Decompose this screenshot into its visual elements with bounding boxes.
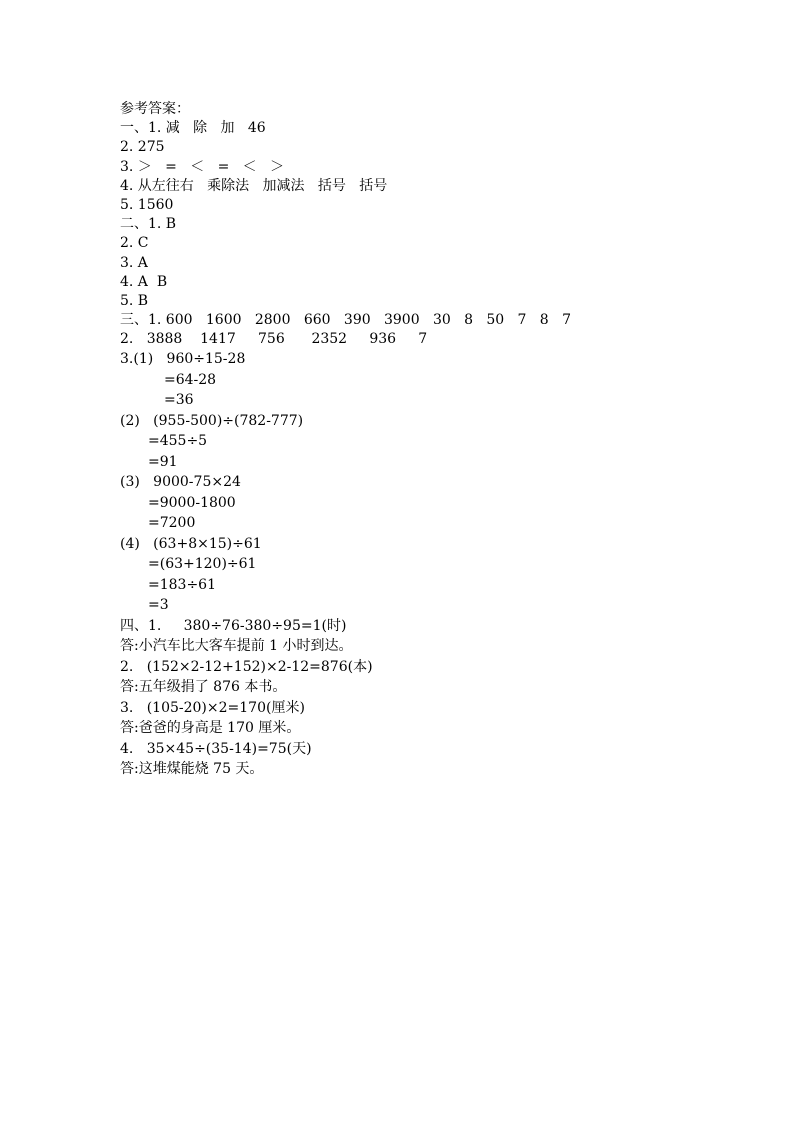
answer-key — [120, 100, 740, 780]
calc-step: =36 — [164, 392, 194, 409]
answer-line: 2. (152×2-12+152)×2-12=876(本) — [120, 658, 373, 675]
answer-line: 三、1. 600 1600 2800 660 390 3900 30 8 50 7 8 7 — [120, 312, 571, 329]
calc-step: =455÷5 — [148, 433, 208, 450]
calc-step: =64-28 — [164, 371, 217, 388]
calc-line: (2) (955-500)÷(782-777) — [120, 412, 304, 429]
answer-line: 答:五年级捐了 876 本书。 — [120, 679, 287, 696]
answer-line: 二、1. B — [120, 216, 177, 233]
answer-line: 4. 35×45÷(35-14)=75(天) — [120, 740, 312, 757]
answer-line: 3. A — [120, 254, 148, 271]
answer-line: 2. 3888 1417 756 2352 936 7 — [120, 331, 428, 348]
answer-line: 5. B — [120, 292, 149, 309]
answer-heading: 参考答案： — [120, 101, 190, 117]
answer-line: 答:这堆煤能烧 75 天。 — [120, 761, 264, 778]
calc-line: 3.(1) 960÷15-28 — [120, 351, 246, 368]
calc-step: =91 — [148, 453, 178, 470]
answer-line: 答:爸爸的身高是 170 厘米。 — [120, 720, 301, 737]
answer-line: 四、1. 380÷76-380÷95=1(时) — [120, 617, 347, 634]
calc-step: =3 — [148, 597, 169, 614]
answer-line: 4. 从左往右 乘除法 加减法 括号 括号 — [120, 177, 388, 194]
answer-line: 2. C — [120, 235, 149, 252]
calc-line: (3) 9000-75×24 — [120, 474, 241, 491]
answer-line: 5. 1560 — [120, 196, 174, 213]
answer-line: 4. A B — [120, 273, 168, 290]
calc-step: =7200 — [148, 515, 196, 532]
answer-line: 3. (105-20)×2=170(厘米) — [120, 699, 305, 716]
section-one — [120, 119, 740, 215]
calc-step: =9000-1800 — [148, 494, 236, 511]
section-two — [120, 215, 740, 311]
answer-line: 一、1. 减 除 加 46 — [120, 120, 266, 137]
section-three — [120, 311, 740, 616]
answer-line: 2. 275 — [120, 139, 165, 156]
calc-step: =183÷61 — [148, 576, 216, 593]
section-four — [120, 616, 740, 780]
answer-line: 答:小汽车比大客车提前 1 小时到达。 — [120, 638, 353, 655]
calc-line: (4) (63+8×15)÷61 — [120, 535, 262, 552]
answer-line: 3. ＞ = ＜ = ＜ ＞ — [120, 158, 285, 175]
calc-step: =(63+120)÷61 — [148, 556, 257, 573]
